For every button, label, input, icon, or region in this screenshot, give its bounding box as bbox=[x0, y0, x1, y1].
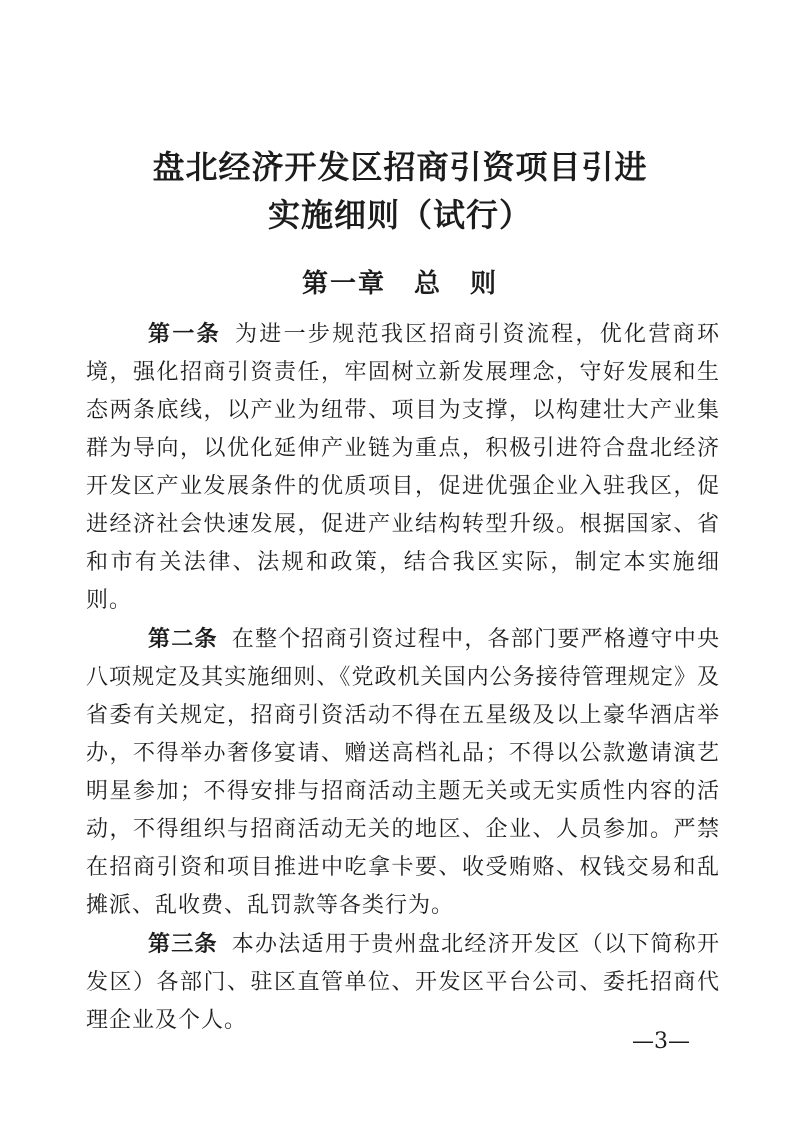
article-1-label: 第一条 bbox=[148, 321, 221, 347]
page-number: —3— bbox=[632, 1029, 690, 1054]
document-title-line-1: 盘北经济开发区招商引资项目引进 bbox=[152, 148, 648, 186]
article-3-text: 本办法适用于贵州盘北经济开发区（以下简称开发区）各部门、驻区直管单位、开发区平台公司、委托招商代理企业及个人。 bbox=[86, 932, 720, 1033]
document-body bbox=[86, 315, 720, 1040]
article-1-text: 为进一步规范我区招商引资流程，优化营商环境，强化招商引资责任，牢固树立新发展理念，守好发展和生态两条底线，以产业为纽带、项目为支撑，以构建壮大产业集群为导向，以优化延伸产业链为重点，积极引进符合盘北经济开发区产业发展条件的优质项目，促进优强企业入驻我区，促进经济社会快速发展，促进产业结构转型升级。根据国家、省和市有关法律、法规和政策，结合我区实际，制定本实施细则。 bbox=[86, 322, 720, 613]
article-2-text: 在整个招商引资过程中，各部门要严格遵守中央八项规定及其实施细则、《党政机关国内公务接待管理规定》及省委有关规定，招商引资活动不得在五星级及以上豪华酒店举办，不得举办奢侈宴请、赠送高档礼品；不得以公款邀请演艺明星参加；不得安排与招商活动主题无关或无实质性内容的活动，不得组织与招商活动无关的地区、企业、人员参加。严禁在招商引资和项目推进中吃拿卡要、收受贿赂、权钱交易和乱摊派、乱收费、乱罚款等各类行为。 bbox=[86, 627, 720, 918]
article-paragraph-1 bbox=[86, 315, 720, 620]
article-paragraph-2 bbox=[86, 620, 720, 925]
chapter-heading: 第一章 总 则 bbox=[301, 269, 498, 299]
document-title bbox=[0, 143, 800, 239]
article-paragraph-3 bbox=[86, 925, 720, 1040]
document-title-line-2: 实施细则（试行） bbox=[267, 196, 532, 234]
article-2-label: 第二条 bbox=[148, 626, 218, 652]
article-3-label: 第三条 bbox=[148, 931, 218, 957]
